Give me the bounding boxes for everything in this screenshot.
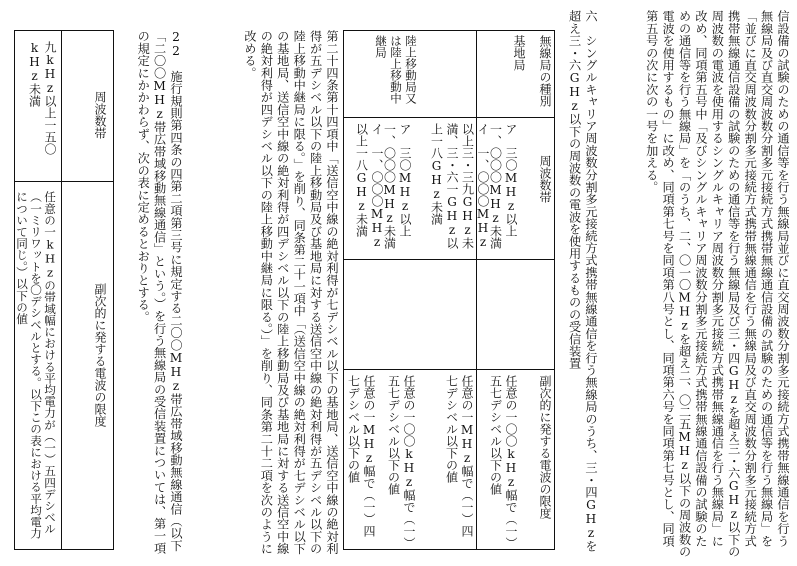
t2-header-frequency-text: 周波数帯	[93, 91, 107, 139]
paragraph-amendment-1	[601, 10, 791, 558]
table-frequency-limit	[14, 30, 114, 550]
limit-base-a	[480, 371, 520, 549]
header-limit	[530, 371, 554, 549]
limit-mobile-a-text: 任意の一〇〇kHz幅で（一）五七デシベル以下の値	[386, 375, 416, 543]
paragraph-item-6	[563, 10, 599, 558]
item-6-text: 六 シングルキャリア周波数分割多元接続方式携帯無線通信を行う無線局のうち、三・四GHzを超え三・六GHz以下の周波数の電波を使用するものの受信装置	[567, 10, 598, 553]
table-receiver-limits	[343, 30, 555, 550]
header-station-type-text: 無線局の種別	[538, 35, 552, 107]
freq-base-i	[429, 119, 492, 259]
paragraph-22	[118, 30, 184, 558]
paragraph-22-number: 22	[169, 30, 183, 58]
station-base	[504, 31, 528, 117]
limit-base-a-text: 任意の一〇〇kHz幅で（一）五七デシベル以下の値	[488, 375, 518, 543]
t2-freq-row	[19, 37, 59, 179]
freq-mobile-a	[382, 119, 414, 259]
header-limit-text: 副次的に発する電波の限度	[538, 375, 552, 519]
header-frequency	[530, 151, 554, 251]
freq-base-a	[488, 119, 520, 259]
paragraph-text-tail: 」を「並びに直交周波数分割多元接続方式携帯無線通信を行う無線局及び直交周波数分割多元接続方式携帯無線通信設備の試験のための通信等を行う無線局及び三・四GHzを超え三・六GHz以下の周波数の電波を使用するシングルキャリア周波数分割多元接続方式携帯無線通信を行う無線局」に改め、同項第五号中「及びシングルキャリア周波数分割多元接続方式携帯無線通信設備の試験のための通信等を行う無線局」を「のうち、二、〇一〇MHzを超え二、〇二五MHz以下の周波数の電波を使用するもの」に改め、同項第七号を同項第八号とし、同項第六号を同項第七号とし、同項第五号の次に次の一号を加える。	[644, 10, 774, 558]
limit-mobile-i	[344, 371, 378, 549]
freq-base-i-text: イ 一、〇〇〇MHz以上三・三九GHz未満、三・六一GHz以上一八GHz未満	[429, 123, 490, 249]
limit-base-i-text: 任意の一MHz幅で（一）四七デシベル以下の値	[444, 375, 474, 537]
t2-header-frequency	[87, 87, 109, 179]
t2-header-limit	[87, 279, 109, 545]
header-station-type	[530, 31, 554, 117]
limit-mobile-a	[378, 371, 418, 549]
article-24-text: 第二十四条第十四項中「送信空中線の絶対利得が七デシベル以下の基地局、送信空中線の絶対利得が五デシベル以下の陸上移動局及び基地局に対する送信空中線の絶対利得が五デシベル以下の陸上移動中継局に限る。」を削り、同条第二十一項中「（送信空中線の絶対利得が七デシベル以下の基地局、送信空中線の絶対利得が四デシベル以下の陸上移動局及び基地局に対する送信空中線の絶対利得が四デシベル以下の陸上移動中継局に限る。）」を削り、同条第二十二項を次のように改める。	[242, 30, 339, 555]
freq-base-a-text: ア 三〇MHz以上一、〇〇〇MHz未満	[488, 123, 518, 249]
paragraph-22-text: 施行規則第四条の四第二項第三号に規定する二〇〇MHz帯広帯域移動無線通信（以下「二〇〇MHz帯広帯域移動無線通信」という。）を行う無線局の受信装置については、第一項の規定にかかわらず、次の表に定めるとおりとする。	[136, 30, 183, 554]
header-frequency-text: 周波数帯	[538, 155, 552, 203]
freq-mobile-i	[346, 119, 386, 259]
station-mobile	[368, 31, 420, 117]
limit-mobile-i-text: 任意の一MHz幅で（一）四七デシベル以下の値	[346, 375, 376, 537]
station-mobile-text: 陸上移動局又は陸上移動中継局	[374, 35, 418, 104]
t2-limit-row	[15, 187, 59, 545]
station-base-text: 基地局	[512, 35, 526, 71]
paragraph-text: 信設備の試験のための通信等を行う無線局並びに直交周波数分割多元接続方式携帯無線通信を行う無線局及び直交周波数分割多元接続方式携帯無線通信設備の試験のための通信等を行う無線局	[759, 10, 790, 547]
freq-mobile-a-text: ア 三〇MHz以上一、〇〇〇MHz未満	[382, 123, 412, 249]
t2-freq-row-text: 九kHz以上一五〇kHz未満	[27, 41, 57, 155]
t2-header-limit-text: 副次的に発する電波の限度	[93, 283, 107, 427]
limit-base-i	[430, 371, 476, 549]
t2-limit-row-text: 任意の一kHzの帯域幅における平均電力が（一）五四デシベル（一ミリワットを〇デシベルとする。以下この表における平均電力について同じ。）以下の値	[15, 191, 57, 539]
paragraph-article-24	[188, 30, 340, 558]
freq-mobile-i-text: イ 一、〇〇〇MHz以上一八GHz未満	[354, 123, 384, 249]
